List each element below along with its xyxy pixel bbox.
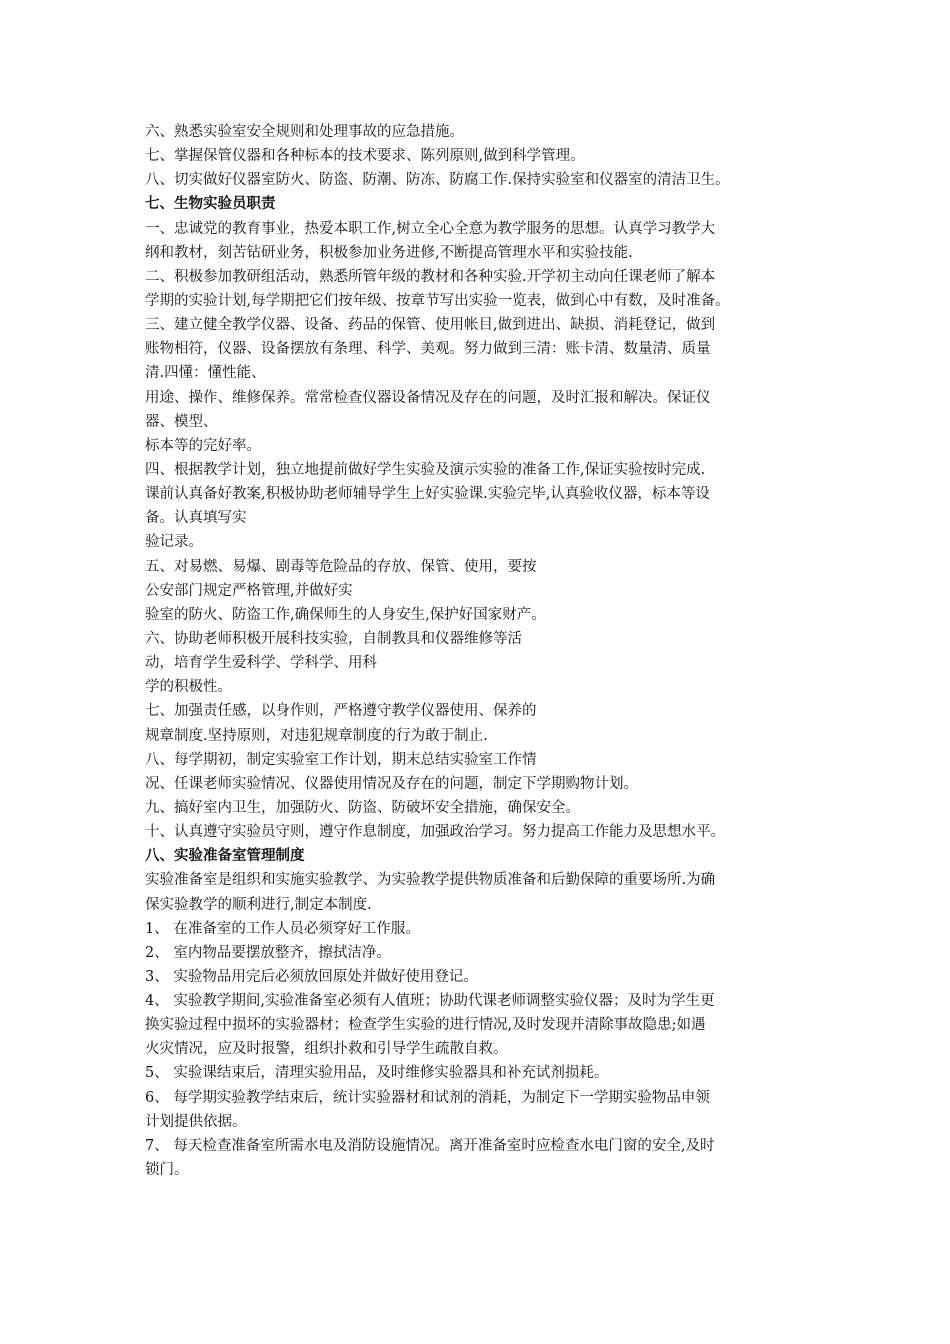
text-line: 公安部门规定严格管理,并做好实 [145, 582, 353, 599]
text-line: 计划提供依据。 [145, 1113, 247, 1130]
text-line: 5、 实验课结束后，清理实验用品，及时维修实验器具和补充试剂损耗。 [145, 1065, 609, 1082]
text-line: 六、协助老师积极开展科技实验，自制教具和仪器维修等活 [145, 630, 522, 647]
text-line: 况、任课老师实验情况、仪器使用情况及存在的问题，制定下学期购物计划。 [145, 775, 638, 792]
text-line: 用途、操作、维修保养。常常检查仪器设备情况及存在的问题，及时汇报和解决。保证仪 [145, 389, 711, 406]
text-line: 4、 实验教学期间,实验准备室必须有人值班；协助代课老师调整实验仪器；及时为学生更 [145, 993, 715, 1010]
text-line: 3、 实验物品用完后必须放回原处并做好使用登记。 [145, 968, 478, 985]
text-line: 1、 在准备室的工作人员必须穿好工作服。 [145, 920, 420, 937]
text-line: 八、切实做好仪器室防火、防盗、防潮、防冻、防腐工作.保持实验室和仪器室的清洁卫生。 [145, 172, 730, 189]
text-line: 账物相符，仪器、设备摆放有条理、科学、美观。努力做到三清：账卡清、数量清、质量 [145, 341, 711, 358]
text-line: 备。认真填写实 [145, 510, 247, 527]
text-line: 7、 每天检查准备室所需水电及消防设施情况。离开准备室时应检查水电门窗的安全,及时 [145, 1137, 715, 1154]
text-line: 实验准备室是组织和实施实验教学、为实验教学提供物质准备和后勤保障的重要场所.为确 [145, 872, 716, 889]
text-line: 八、每学期初，制定实验室工作计划，期末总结实验室工作情 [145, 751, 537, 768]
text-line: 纲和教材，刻苦钻研业务，积极参加业务进修,不断提高管理水平和实验技能. [145, 244, 633, 261]
document-page [145, 120, 825, 1182]
section-heading: 七、生物实验员职责 [145, 196, 276, 213]
text-line: 学期的实验计划,每学期把它们按年级、按章节写出实验一览表，做到心中有数，及时准备。 [145, 292, 730, 309]
text-line: 验室的防火、防盗工作,确保师生的人身安生,保护好国家财产。 [145, 606, 546, 623]
text-line: 三、建立健全教学仪器、设备、药品的保管、使用帐目,做到进出、缺损、消耗登记，做到 [145, 317, 716, 334]
text-line: 换实验过程中损坏的实验器材；检查学生实验的进行情况,及时发现并清除事故隐患;如遇 [145, 1017, 706, 1034]
text-line: 器、模型、 [145, 413, 218, 430]
section-heading: 八、实验准备室管理制度 [145, 848, 305, 865]
text-line: 学的积极性。 [145, 679, 232, 696]
text-line: 火灾情况，应及时报警，组织扑救和引导学生疏散自救。 [145, 1041, 508, 1058]
text-line: 七、掌握保管仪器和各种标本的技术要求、陈列原则,做到科学管理。 [145, 148, 585, 165]
text-line: 清.四懂：懂性能、 [145, 365, 266, 382]
text-line: 四、根据教学计划，独立地提前做好学生实验及演示实验的准备工作,保证实验按时完成. [145, 461, 706, 478]
text-line: 七、加强责任感，以身作则，严格遵守教学仪器使用、保养的 [145, 703, 537, 720]
text-line: 锁门。 [145, 1162, 189, 1179]
text-line: 五、对易燃、易爆、剧毒等危险品的存放、保管、使用，要按 [145, 558, 537, 575]
text-line: 验记录。 [145, 534, 203, 551]
text-line: 六、熟悉实验室安全规则和处理事故的应急措施。 [145, 124, 464, 140]
text-line: 2、 室内物品要摆放整齐，擦拭洁净。 [145, 944, 391, 961]
text-line: 十、认真遵守实验员守则，遵守作息制度，加强政治学习。努力提高工作能力及思想水平。 [145, 824, 725, 841]
text-line: 6、 每学期实验教学结束后，统计实验器材和试剂的消耗，为制定下一学期实验物品申领 [145, 1089, 710, 1106]
text-line: 一、忠诚党的教育事业，热爱本职工作,树立全心全意为教学服务的思想。认真学习教学大 [145, 220, 716, 237]
text-line: 九、搞好室内卫生，加强防火、防盗、防破坏安全措施，确保安全。 [145, 799, 580, 816]
text-line: 课前认真备好教案,积极协助老师辅导学生上好实验课.实验完毕,认真验收仪器，标本等设 [145, 486, 710, 503]
text-line: 规章制度.坚持原则，对违犯规章制度的行为敢于制止. [145, 727, 488, 744]
text-line: 动，培育学生爱科学、学科学、用科 [145, 655, 377, 672]
text-line: 保实验教学的顺利进行,制定本制度. [145, 896, 372, 913]
text-line: 标本等的完好率。 [145, 437, 261, 454]
text-line: 二、积极参加教研组活动，熟悉所管年级的教材和各种实验.开学初主动向任课老师了解本 [145, 268, 716, 285]
